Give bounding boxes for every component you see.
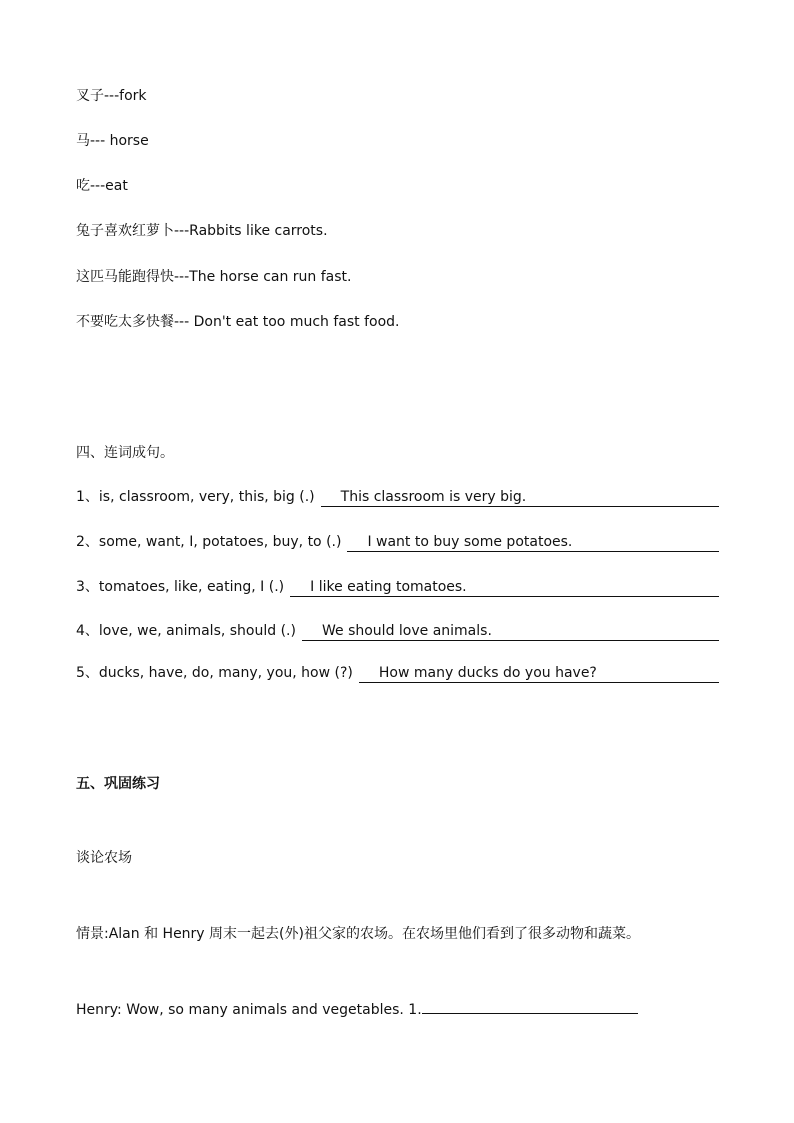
exercise-row-3 [76,577,719,597]
exercise-question-4: 4、love, we, animals, should (.) [76,623,296,639]
answer-blank-4: We should love animals. [302,622,719,641]
vocab-sentence-horse: 这匹马能跑得快---The horse can run fast. [76,269,352,285]
vocab-item-fork: 叉子---fork [76,88,147,104]
exercise-row-1 [76,487,719,507]
answer-blank-5: How many ducks do you have? [359,664,719,683]
exercise-row-5 [76,663,719,683]
answer-blank-3: I like eating tomatoes. [290,578,719,597]
exercise-question-5: 5、ducks, have, do, many, you, how (?) [76,665,353,681]
section5-subtitle: 谈论农场 [76,850,132,866]
exercise-row-4 [76,621,719,641]
answer-blank-2: I want to buy some potatoes. [347,533,719,552]
exercise-row-2 [76,532,719,552]
answer-blank-1: This classroom is very big. [321,488,719,507]
dialogue-blank-1 [422,997,638,1014]
exercise-question-2: 2、some, want, I, potatoes, buy, to (.) [76,534,342,550]
vocab-item-eat: 吃---eat [76,178,128,194]
exercise-question-3: 3、tomatoes, like, eating, I (.) [76,579,285,595]
dialogue-text: Henry: Wow, so many animals and vegetables. 1. [76,1002,422,1018]
section4-title: 四、连词成句。 [76,445,174,461]
vocab-sentence-rabbits: 兔子喜欢红萝卜---Rabbits like carrots. [76,223,328,239]
section5-title: 五、巩固练习 [76,776,160,792]
scenario-text: 情景:Alan 和 Henry 周末一起去(外)祖父家的农场。在农场里他们看到了很多动物和蔬菜。 [76,926,640,942]
vocab-sentence-fast-food: 不要吃太多快餐--- Don't eat too much fast food. [76,314,400,330]
exercise-question-1: 1、is, classroom, very, this, big (.) [76,489,315,505]
dialogue-line-1 [76,997,638,1020]
vocab-item-horse: 马--- horse [76,133,149,149]
